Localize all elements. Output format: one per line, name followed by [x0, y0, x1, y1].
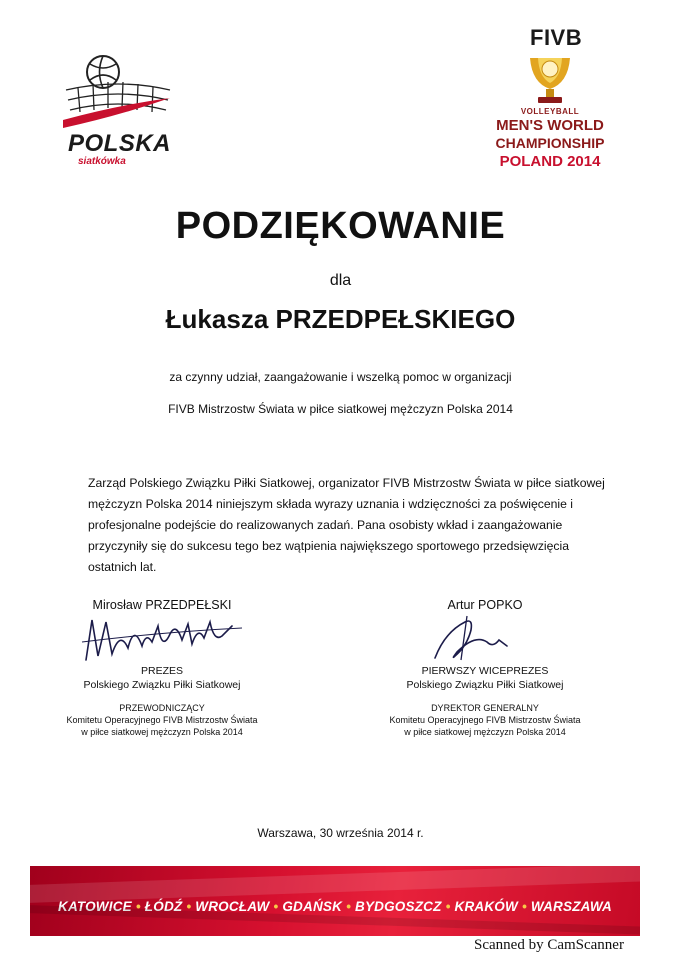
- volleyball-net-icon: [58, 50, 173, 135]
- body-paragraph: Zarząd Polskiego Związku Piłki Siatkowej, organizator FIVB Mistrzostw Świata w piłce siatkowej mężczyzn Polska 2014 niniejszym składa wyrazy uznania i wdzięczności za poświęcenie i profesjonalne podejście do realizowanych zadań. Pana osobisty wkład i zaangażowanie przyczyniły się do sukcesu tego bez wątpienia największego sportowego przedsięwzięcia ostatnich lat.: [88, 476, 605, 574]
- org2a-right: Komitetu Operacyjnego FIVB Mistrzostw Świata: [389, 715, 581, 725]
- separator-dot-icon: •: [521, 899, 527, 914]
- city-krakow: KRAKÓW: [454, 899, 518, 914]
- separator-dot-icon: •: [186, 899, 192, 914]
- document-title: PODZIĘKOWANIE: [175, 205, 506, 247]
- city-katowice: KATOWICE: [58, 899, 132, 914]
- city-wroclaw: WROCŁAW: [195, 899, 270, 914]
- signature-block-right: [355, 598, 615, 738]
- camscanner-watermark: Scanned by CamScanner: [474, 937, 624, 953]
- signatory-name-right: Artur POPKO: [447, 598, 523, 612]
- role2-left: PRZEWODNICZĄCY: [119, 703, 205, 713]
- city-gdansk: GDAŃSK: [282, 899, 343, 914]
- polska-siatkowka-logo: [58, 50, 173, 175]
- handwritten-signature-left: [72, 612, 252, 664]
- host-cities-list: [30, 899, 640, 914]
- signature-block-left: [32, 598, 292, 738]
- championship-logo-text: CHAMPIONSHIP: [495, 135, 605, 151]
- separator-dot-icon: •: [346, 899, 351, 914]
- signatory-name-left: Mirosław PRZEDPEŁSKI: [92, 598, 232, 612]
- polska-logo-text: POLSKA: [68, 130, 172, 157]
- org2b-right: w piłce siatkowej mężczyzn Polska 2014: [404, 727, 566, 737]
- mens-world-logo-text: MEN'S WORLD: [496, 117, 604, 134]
- host-cities-banner: [30, 866, 640, 936]
- siatkowka-logo-text: siatkówka: [78, 156, 126, 167]
- org-right: Polskiego Związku Piłki Siatkowej: [406, 679, 564, 691]
- city-warszawa: WARSZAWA: [530, 899, 612, 914]
- volleyball-logo-text: VOLLEYBALL: [520, 107, 580, 116]
- fivb-logo-text: FIVB: [530, 25, 583, 50]
- city-bydgoszcz: BYDGOSZCZ: [355, 899, 442, 914]
- trophy-icon: [520, 53, 580, 108]
- date-line: Warszawa, 30 września 2014 r.: [257, 826, 424, 840]
- reason-line-2: FIVB Mistrzostw Świata w piłce siatkowej mężczyzn Polska 2014: [168, 402, 513, 416]
- recipient-name: Łukasza PRZEDPEŁSKIEGO: [165, 304, 516, 334]
- role-left: PREZES: [140, 665, 183, 677]
- separator-dot-icon: •: [445, 899, 451, 914]
- role-right: PIERWSZY WICEPREZES: [421, 665, 549, 677]
- handwritten-signature-right: [395, 612, 575, 664]
- role2-right: DYREKTOR GENERALNY: [431, 703, 539, 713]
- org2b-left: w piłce siatkowej mężczyzn Polska 2014: [81, 727, 243, 737]
- separator-dot-icon: •: [135, 899, 141, 914]
- fivb-championship-logo: [480, 25, 620, 175]
- org-left: Polskiego Związku Piłki Siatkowej: [83, 679, 241, 691]
- poland-2014-logo-text: POLAND 2014: [499, 153, 601, 170]
- org2a-left: Komitetu Operacyjnego FIVB Mistrzostw Świata: [66, 715, 258, 725]
- city-lodz: ŁÓDŹ: [144, 899, 183, 914]
- separator-dot-icon: •: [273, 899, 279, 914]
- reason-line-1: za czynny udział, zaangażowanie i wszelką pomoc w organizacji: [169, 370, 512, 384]
- dla-text: dla: [329, 272, 352, 289]
